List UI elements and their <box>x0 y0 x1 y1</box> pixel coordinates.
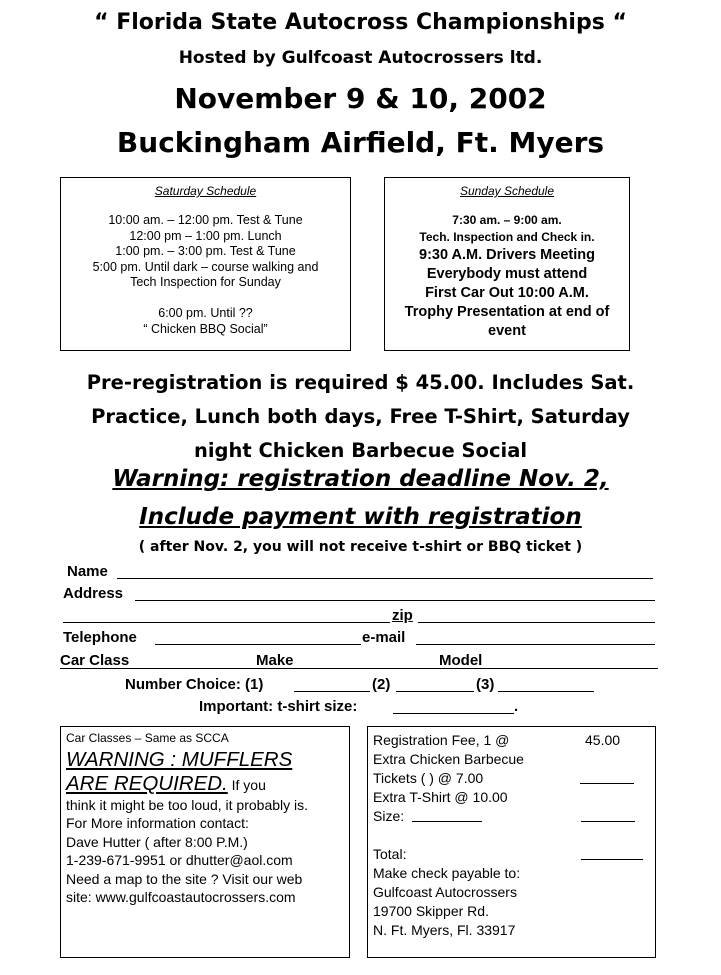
info-line: For More information contact: <box>66 815 249 831</box>
zip-label: zip <box>392 607 413 624</box>
number-choice-3-field[interactable] <box>498 676 594 692</box>
tshirt-amount-field[interactable] <box>581 807 635 822</box>
payment-warning: Include payment with registration <box>139 504 582 530</box>
muffler-warning-line1: WARNING : MUFFLERS <box>66 747 293 771</box>
check-line: 19700 Skipper Rd. <box>373 903 489 919</box>
saturday-heading: Saturday Schedule <box>154 184 257 198</box>
saturday-line <box>61 291 350 307</box>
number-choice-2-label: (2) <box>372 676 391 693</box>
address-label: Address <box>63 585 124 602</box>
registration-fee-label: Registration Fee, 1 @ <box>373 732 510 748</box>
info-line: site: www.gulfcoastautocrossers.com <box>66 889 296 905</box>
fee-box <box>367 726 656 958</box>
sunday-line: Trophy Presentation at end of <box>404 304 610 320</box>
muffler-warning-tail: If you <box>227 776 266 793</box>
email-field[interactable] <box>416 629 655 645</box>
sunday-line: 7:30 am. – 9:00 am. <box>452 213 562 227</box>
email-label: e-mail <box>362 629 406 646</box>
check-line: Gulfcoast Autocrossers <box>373 884 517 900</box>
sunday-line: First Car Out 10:00 A.M. <box>425 285 589 301</box>
bbq-tickets-row <box>373 769 650 788</box>
bbq-row: Extra Chicken Barbecue <box>373 751 524 767</box>
preregistration-line: Practice, Lunch both days, Free T-Shirt, Saturday <box>91 405 630 428</box>
telephone-field[interactable] <box>155 629 361 645</box>
model-label: Model <box>439 652 483 669</box>
late-notice: ( after Nov. 2, you will not receive t-shirt or BBQ ticket ) <box>138 539 583 555</box>
info-line: Dave Hutter ( after 8:00 P.M.) <box>66 833 248 850</box>
event-date: November 9 & 10, 2002 <box>174 82 547 115</box>
saturday-line: 10:00 am. – 12:00 pm. Test & Tune <box>108 213 303 227</box>
muffler-warning-line2 <box>66 772 344 796</box>
host-line: Hosted by Gulfcoast Autocrossers ltd. <box>178 48 543 68</box>
registration-fee-amount: 45.00 <box>585 732 621 748</box>
sunday-line: 9:30 A.M. Drivers Meeting <box>419 247 595 263</box>
info-line: 1-239-671-9951 or dhutter@aol.com <box>66 852 293 868</box>
name-field[interactable] <box>117 563 653 579</box>
number-choice-label: Number Choice: (1) <box>125 676 264 693</box>
address-field[interactable] <box>135 585 655 601</box>
saturday-line: Tech Inspection for Sunday <box>130 275 281 289</box>
preregistration-text <box>0 366 721 468</box>
bbq-tickets-label: Tickets ( ) @ 7.00 <box>373 770 484 786</box>
car-classes-note: Car Classes – Same as SCCA <box>66 731 229 745</box>
info-line: think it might be too loud, it probably is. <box>66 796 309 813</box>
registration-fee-row <box>373 731 650 750</box>
info-line: Need a map to the site ? Visit our web <box>66 870 303 887</box>
event-title: “ Florida State Autocross Championships “ <box>94 10 627 35</box>
sunday-schedule-box <box>384 177 630 351</box>
deadline-warning: Warning: registration deadline Nov. 2, <box>112 466 609 492</box>
saturday-line: 1:00 pm. – 3:00 pm. Test & Tune <box>115 244 296 258</box>
saturday-schedule-box <box>60 177 351 351</box>
size-label: Size: <box>373 808 405 824</box>
saturday-line: 5:00 pm. Until dark – course walking and <box>92 259 319 274</box>
saturday-line: 12:00 pm – 1:00 pm. Lunch <box>129 228 282 243</box>
sunday-line: Everybody must attend <box>426 266 588 282</box>
tshirt-period: . <box>514 698 519 715</box>
name-label: Name <box>67 563 108 580</box>
zip-field[interactable] <box>418 607 655 623</box>
size-row <box>373 807 650 826</box>
make-label: Make <box>256 652 294 669</box>
number-choice-3-label: (3) <box>476 676 495 693</box>
preregistration-line: night Chicken Barbecue Social <box>193 439 528 462</box>
tshirt-size-label: Important: t-shirt size: <box>199 698 358 715</box>
address-line2-field[interactable] <box>63 607 390 623</box>
number-choice-2-field[interactable] <box>396 676 474 692</box>
car-class-label: Car Class <box>60 652 130 669</box>
preregistration-line: Pre-registration is required $ 45.00. Includes Sat. <box>86 371 635 394</box>
number-choice-1-field[interactable] <box>294 676 370 692</box>
sunday-line: Tech. Inspection and Check in. <box>419 230 595 244</box>
extra-tshirt-row: Extra T-Shirt @ 10.00 <box>373 789 508 805</box>
telephone-label: Telephone <box>63 629 137 646</box>
info-box <box>60 726 350 958</box>
sunday-heading: Sunday Schedule <box>459 184 555 198</box>
saturday-line: “ Chicken BBQ Social” <box>143 321 268 336</box>
event-location: Buckingham Airfield, Ft. Myers <box>116 126 605 159</box>
tshirt-size-field[interactable] <box>393 698 514 714</box>
total-field[interactable] <box>581 845 643 860</box>
muffler-warning-text: ARE REQUIRED. <box>66 771 228 795</box>
saturday-line: 6:00 pm. Until ?? <box>158 306 253 320</box>
total-label: Total: <box>373 846 407 862</box>
check-line: N. Ft. Myers, Fl. 33917 <box>373 922 516 938</box>
total-row <box>373 845 650 864</box>
bbq-amount-field[interactable] <box>580 769 634 784</box>
size-field[interactable] <box>412 807 482 822</box>
car-info-field[interactable] <box>60 652 658 669</box>
blank-row <box>373 826 650 845</box>
check-line: Make check payable to: <box>373 865 521 881</box>
sunday-line: event <box>488 323 526 339</box>
